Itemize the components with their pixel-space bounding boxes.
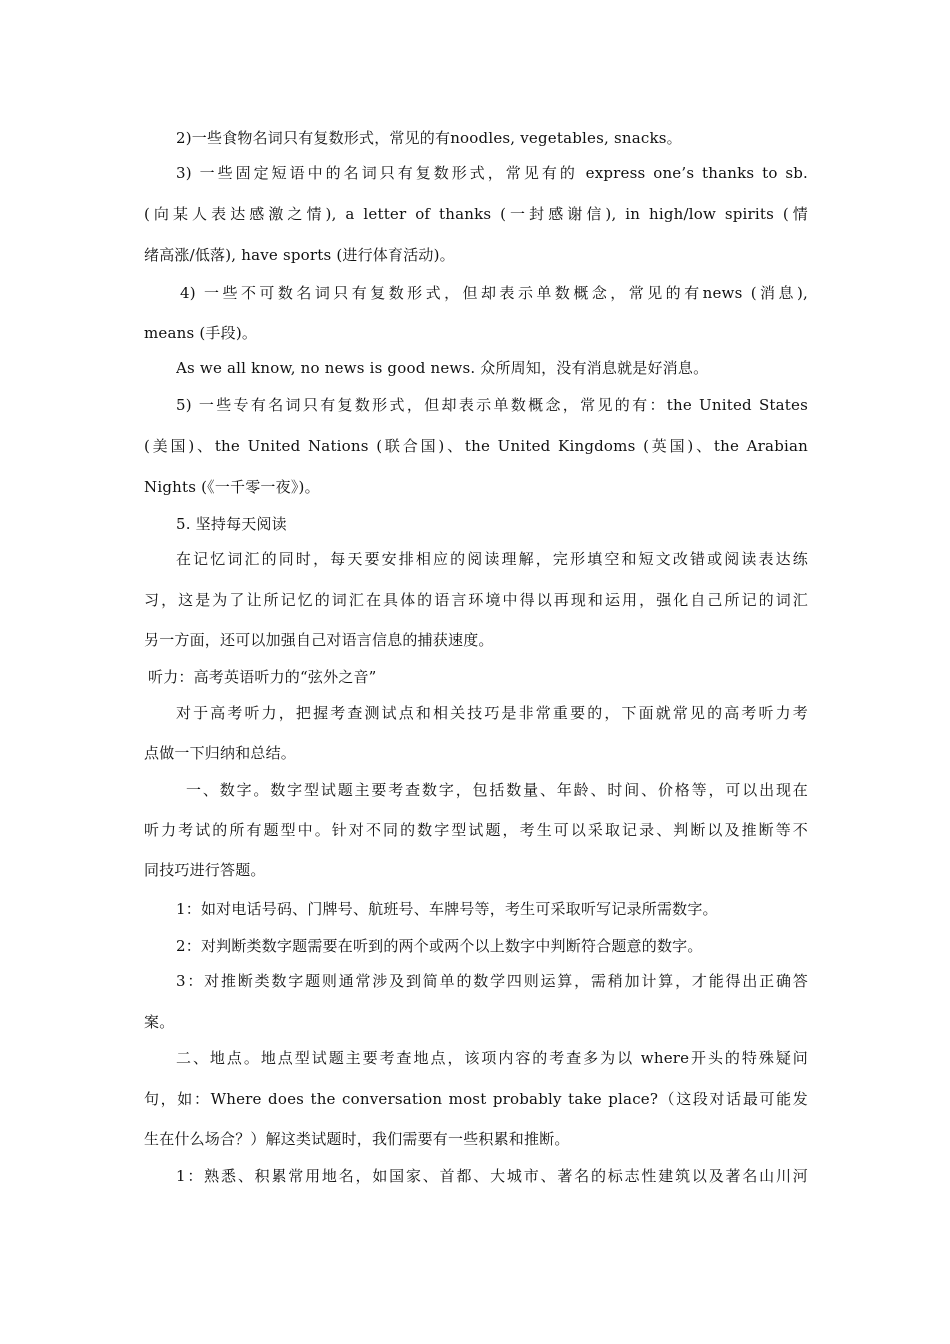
text-line: 1：如对电话号码、门牌号、航班号、车牌号等，考生可采取听写记录所需数字。 — [176, 900, 718, 918]
text-line: 4) 一些不可数名词只有复数形式，但却表示单数概念，常见的有news (消息), — [180, 284, 808, 302]
text-line: 在记忆词汇的同时，每天要安排相应的阅读理解，完形填空和短文改错或阅读表达练 — [176, 550, 808, 568]
text-line: 一、数字。数字型试题主要考查数字，包括数量、年龄、时间、价格等，可以出现在 — [186, 781, 808, 799]
text-line: 点做一下归纳和总结。 — [144, 744, 297, 762]
text-line: 绪高涨/低落), have sports (进行体育活动)。 — [144, 246, 455, 264]
text-line: 5) 一些专有名词只有复数形式，但却表示单数概念，常见的有：the United States — [176, 396, 808, 414]
text-line: 句，如：Where does the conversation most probably take place?（这段对话最可能发 — [144, 1090, 808, 1108]
text-line: means (手段)。 — [144, 324, 258, 342]
text-line: 生在什么场合？）解这类试题时，我们需要有一些积累和推断。 — [144, 1130, 570, 1148]
text-line: Nights (《一千零一夜》)。 — [144, 478, 320, 496]
section-heading: 听力：高考英语听力的“弦外之音” — [148, 668, 377, 686]
text-line: 听力考试的所有题型中。针对不同的数字型试题，考生可以采取记录、判断以及推断等不 — [144, 821, 808, 839]
text-line: As we all know, no news is good news. 众所周知，没有消息就是好消息。 — [176, 359, 709, 377]
text-line: 对于高考听力，把握考查测试点和相关技巧是非常重要的，下面就常见的高考听力考 — [176, 704, 808, 722]
text-line: 同技巧进行答题。 — [144, 861, 266, 879]
text-line: 2：对判断类数字题需要在听到的两个或两个以上数字中判断符合题意的数字。 — [176, 937, 703, 955]
text-line: (美国)、the United Nations (联合国)、the United Kingdoms (英国)、the Arabian — [144, 437, 808, 455]
text-line: 习，这是为了让所记忆的词汇在具体的语言环境中得以再现和运用，强化自己所记的词汇 — [144, 591, 808, 609]
text-line: 3) 一些固定短语中的名词只有复数形式，常见有的 express one’s thanks to sb. — [176, 164, 808, 182]
text-line: 3：对推断类数字题则通常涉及到简单的数学四则运算，需稍加计算，才能得出正确答 — [176, 972, 808, 990]
text-line: 1：熟悉、积累常用地名，如国家、首都、大城市、著名的标志性建筑以及著名山川河 — [176, 1167, 808, 1185]
section-heading: 5. 坚持每天阅读 — [176, 515, 287, 533]
text-line: 另一方面，还可以加强自己对语言信息的捕获速度。 — [144, 631, 494, 649]
text-line: 2)一些食物名词只有复数形式，常见的有noodles, vegetables, snacks。 — [176, 129, 682, 147]
text-line: 二、地点。地点型试题主要考查地点，该项内容的考查多为以 where开头的特殊疑问 — [176, 1049, 808, 1067]
text-line: 案。 — [144, 1013, 175, 1031]
text-line: (向某人表达感激之情), a letter of thanks (一封感谢信), in high/low spirits (情 — [144, 205, 808, 223]
